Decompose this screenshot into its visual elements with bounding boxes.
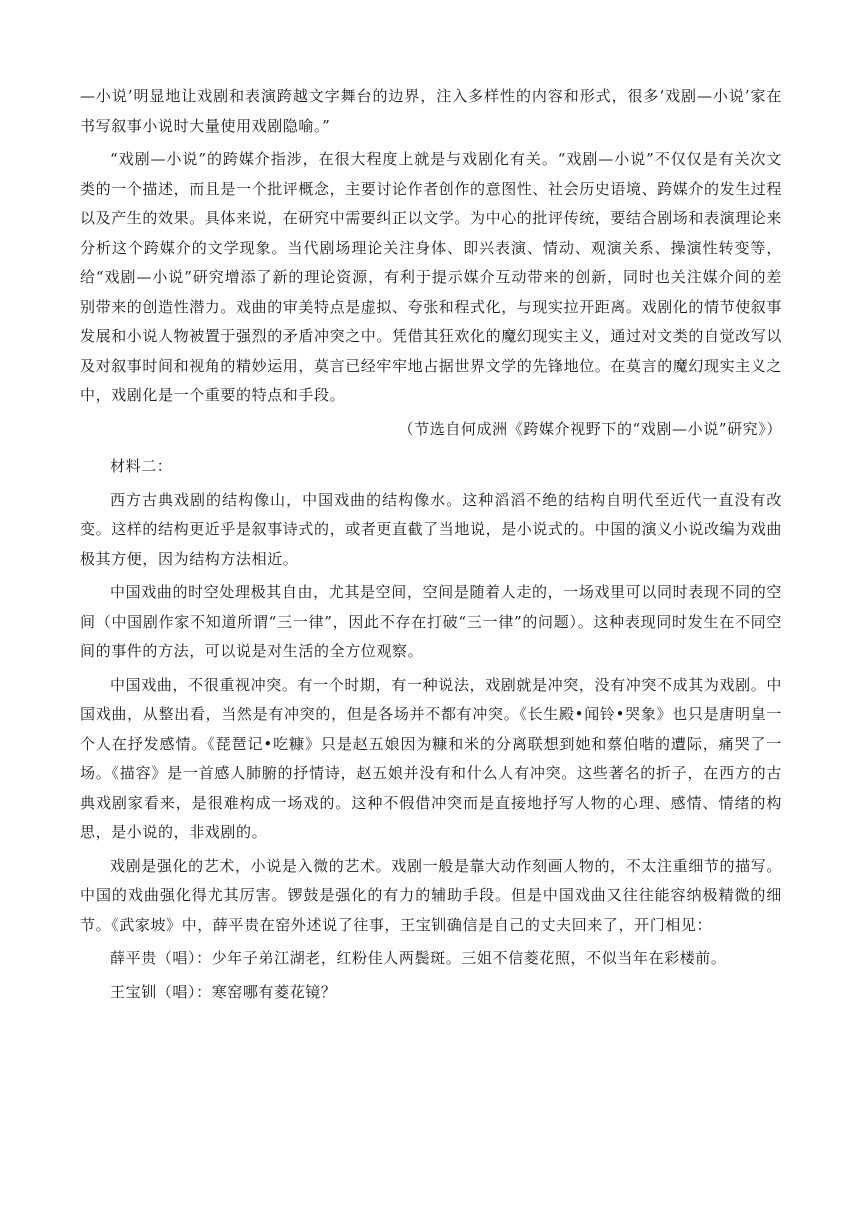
paragraph-intensification: 戏剧是强化的艺术，小说是入微的艺术。戏剧一般是靠大动作刻画人物的，不太注重细节的描写。中国的戏曲强化得尤其厉害。锣鼓是强化的有力的辅助手段。但是中国戏曲又往往能容纳极精微的细节。《武家坡》中，薛平贵在窑外述说了往事，王宝钏确信是自己的丈夫回来了，开门相见： bbox=[80, 856, 782, 934]
source-citation: （节选自何成洲《跨媒介视野下的“戏剧—小说”研究》） bbox=[398, 419, 782, 438]
section-label: 材料二： bbox=[110, 457, 173, 475]
paragraph-cross-media: “戏剧—小说”的跨媒介指涉，在很大程度上就是与戏剧化有关。“戏剧—小说”不仅仅是有关次文类的一个描述，而且是一个批评概念，主要讨论作者创作的意图性、社会历史语境、跨媒介的发生过程以及产生的效果。具体来说，在研究中需要纠正以文学。为中心的批评传统，要结合剧场和表演理论来分析这个跨媒介的文学现象。当代剧场理论关注身体、即兴表演、情动、观演关系、操演性转变等，给“戏剧—小说”研究增添了新的理论资源，有利于提示媒介互动带来的创新，同时也关注媒介间的差别带来的创造性潜力。戏曲的审美特点是虚拟、夸张和程式化，与现实拉开距离。戏剧化的情节使叙事发展和小说人物被置于强烈的矛盾冲突之中。凭借其狂欢化的魔幻现实主义，通过对文类的自觉改写以及对叙事时间和视角的精妙运用，莫言已经牢牢地占据世界文学的先锋地位。在莫言的魔幻现实主义之中，戏剧化是一个重要的特点和手段。 bbox=[80, 150, 783, 404]
paragraph-continuation: —小说’明显地让戏剧和表演跨越文字舞台的边界，注入多样性的内容和形式，很多‘戏剧—小说’家在书写叙事小说时大量使用戏剧隐喻。” bbox=[80, 87, 782, 135]
dialogue-line-xue: 薛平贵（唱）：少年子弟江湖老，红粉佳人两鬓斑。三姐不信菱花照，不似当年在彩楼前。 bbox=[110, 949, 727, 967]
paragraph-conflict: 中国戏曲，不很重视冲突。有一个时期，有一种说法，戏剧就是冲突，没有冲突不成其为戏剧。中国戏曲，从整出看，当然是有冲突的，但是各场并不都有冲突。《长生殿•闻铃•哭象》也只是唐明皇一个人在抒发感情。《琵琶记•吃糠》只是赵五娘因为糠和米的分离联想到她和蔡伯喈的遭际，痛哭了一场。《描容》是一首感人肺腑的抒情诗，赵五娘并没有和什么人有冲突。这些著名的折子，在西方的古典戏剧家看来，是很难构成一场戏的。这种不假借冲突而是直接地抒写人物的心理、感情、情绪的构思，是小说的，非戏剧的。 bbox=[80, 675, 782, 841]
paragraph-space-time: 中国戏曲的时空处理极其自由，尤其是空间，空间是随着人走的，一场戏里可以同时表现不同的空间（中国剧作家不知道所谓“三一律”，因此不存在打破“三一律”的问题）。这种表现同时发生在不同空间的事件的方法，可以说是对生活的全方位观察。 bbox=[80, 583, 782, 660]
article-body bbox=[80, 82, 782, 1011]
paragraph-structure: 西方古典戏剧的结构像山，中国戏曲的结构像水。这种滔滔不绝的结构自明代至近代一直没有改变。这样的结构更近乎是叙事诗式的，或者更直截了当地说，是小说式的。中国的演义小说改编为戏曲极其方便，因为结构方法相近。 bbox=[80, 490, 783, 568]
dialogue-line-wang: 王宝钏（唱）：寒窑哪有菱花镜？ bbox=[110, 982, 337, 1001]
